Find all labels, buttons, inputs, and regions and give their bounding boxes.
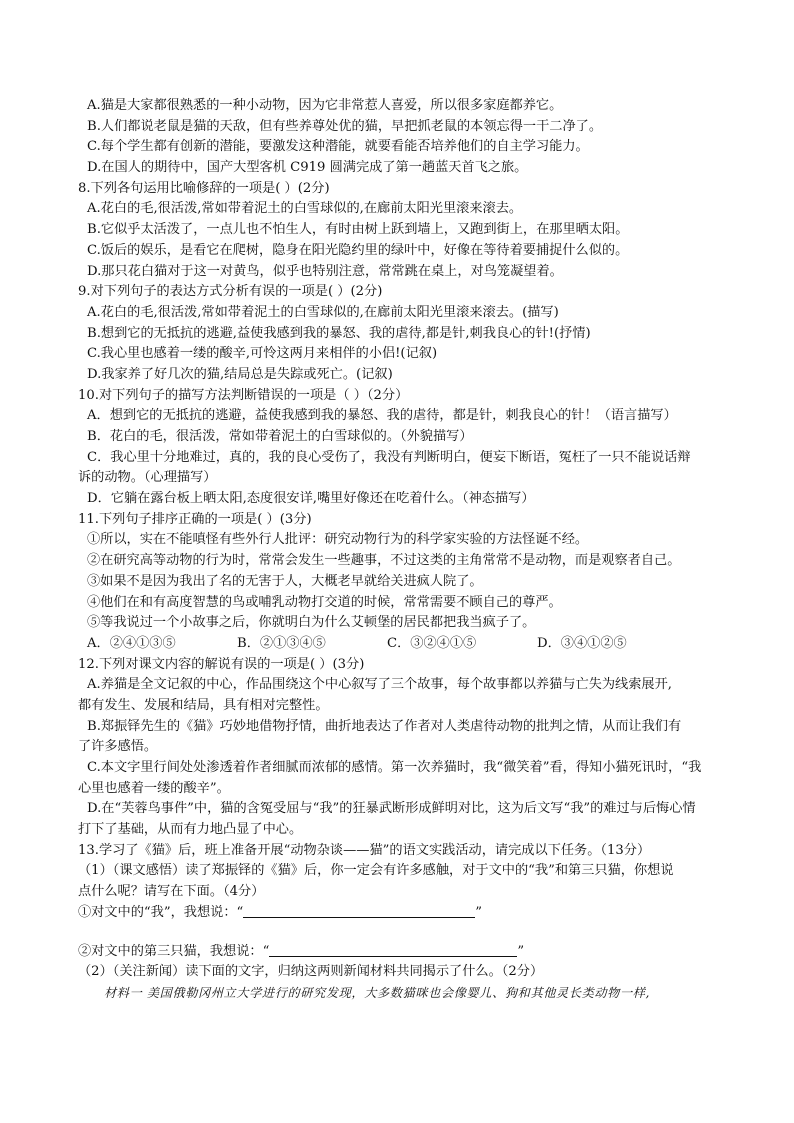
q13-blank2-line [78, 942, 728, 963]
q12-stem: 12.下列对课文内容的解说有误的一项是( ）(3分) [78, 656, 365, 672]
q11-sentence-3: ③如果不是因为我出了名的无害于人，大概老早就给关进疯人院了。 [87, 573, 483, 589]
q12-option-a-cont: 都有发生、发展和结局，具有相对完整性。 [78, 697, 329, 713]
q13-part1-cont: 点什么呢？请写在下面。（4分） [78, 884, 265, 900]
q13-stem: 13.学习了《猫》后，班上准备开展“动物杂谈——猫”的语文实践活动，请完成以下任务。（13分） [78, 842, 651, 858]
q12-option-d: D.在“芙蓉鸟事件”中，猫的含冤受屈与“我”的狂暴武断形成鲜明对比，这为后文写“我”的难过与后悔心情 [87, 801, 696, 817]
q11-choices [78, 634, 728, 655]
q7-option-b: B.人们都说老鼠是猫的天敌，但有些养尊处优的猫，早把抓老鼠的本领忘得一干二净了。 [87, 118, 603, 134]
q10-option-d: D．它躺在露台板上晒太阳,态度很安详,嘴里好像还在吃着什么。（神态描写） [87, 491, 535, 507]
q11-sentence-1: ①所以，实在不能嗔怪有些外行人批评：研究动物行为的科学家实验的方法怪诞不经。 [87, 532, 589, 548]
q9-stem: 9.对下列句子的表达方式分析有误的一项是( ）(2分) [78, 284, 383, 300]
q8-option-b: B.它似乎太活泼了，一点儿也不怕生人，有时由树上跃到墙上，又跑到街上，在那里晒太阳。 [87, 222, 629, 238]
q11-choice-c: C．③②④①⑤ [387, 635, 477, 651]
q8-option-c: C.饭后的娱乐，是看它在爬树，隐身在阳光隐约里的绿叶中，好像在等待着要捕捉什么似的。 [87, 242, 629, 258]
q13-answer-blank-1[interactable] [243, 904, 475, 918]
q8-option-d: D.那只花白猫对于这一对黄鸟，似乎也特别注意，常常跳在桌上，对鸟笼凝望着。 [87, 263, 563, 279]
q9-option-b: B.想到它的无抵抗的逃避,益使我感到我的暴怒、我的虐待,都是针,刺我良心的针!(抒情) [87, 325, 591, 341]
q11-choice-b: B．②①③④⑤ [237, 635, 326, 651]
q13-part1: （1）（课文感悟）读了郑振铎的《猫》后，你一定会有许多感触，对于文中的“我”和第三只猫，你想说 [78, 863, 674, 879]
q12-option-d-cont: 打下了基础，从而有力地凸显了中心。 [78, 822, 303, 838]
q7-option-d: D.在国人的期待中，国产大型客机 C919 圆满完成了第一趟蓝天首飞之旅。 [87, 160, 528, 176]
q10-option-b: B．花白的毛，很活泼，常如带着泥土的白雪球似的。（外貌描写） [87, 429, 473, 444]
q7-option-a: A.猫是大家都很熟悉的一种小动物，因为它非常惹人喜爱，所以很多家庭都养它。 [87, 98, 563, 113]
q13-blank1-line [78, 903, 728, 924]
q13-material-1: 材料一 美国俄勒冈州立大学进行的研究发现，大多数猫咪也会像婴儿、狗和其他灵长类动物一样, [104, 985, 651, 1000]
q12-option-b: B.郑振铎先生的《猫》巧妙地借物抒情，曲折地表达了作者对人类虐待动物的批判之情，从而让我们有 [87, 718, 682, 734]
q12-option-c-cont: 心里也感着一缕的酸辛”。 [78, 780, 230, 796]
q10-option-c-cont: 诉的动物。（心理描写） [78, 470, 217, 486]
q13-part2: （2）（关注新闻）读下面的文字，归纳这两则新闻材料共同揭示了什么。（2分） [78, 964, 544, 980]
q10-option-c: C．我心里十分地难过，真的，我的良心受伤了，我没有判断明白，便妄下断语，冤枉了一只不能说话辩 [87, 449, 691, 465]
q8-option-a: A.花白的毛,很活泼,常如带着泥土的白雪球似的,在廊前太阳光里滚来滚去。 [87, 201, 523, 217]
q13-answer-blank-2[interactable] [269, 943, 517, 957]
q9-option-d: D.我家养了好几次的猫,结局总是失踪或死亡。(记叙) [87, 366, 393, 382]
q9-option-c: C.我心里也感着一缕的酸辛,可怜这两月来相伴的小侣!(记叙) [87, 346, 438, 362]
q10-option-a: A．想到它的无抵抗的逃避，益使我感到我的暴怒、我的虐待，都是针，刺我良心的针！（语言描写） [87, 408, 677, 424]
q11-sentence-4: ④他们在和有高度智慧的鸟或哺乳动物打交道的时候，常常需要不顾自己的尊严。 [87, 594, 562, 610]
q13-blank2-prefix: ②对文中的第三只猫，我想说：“ [78, 943, 270, 959]
q10-stem: 10.对下列句子的描写方法判断错误的一项是（ ）（2分） [78, 387, 409, 403]
q9-option-a: A.花白的毛,很活泼,常如带着泥土的白雪球似的,在廊前太阳光里滚来滚去。(描写) [87, 304, 559, 320]
q12-option-b-cont: 了许多感悟。 [78, 739, 158, 755]
q13-blank2-suffix: ” [517, 943, 525, 959]
q11-stem: 11.下列句子排序正确的一项是( ）(3分) [78, 511, 312, 527]
q12-option-a: A.养猫是全文记叙的中心，作品围绕这个中心叙写了三个故事，每个故事都以养猫与亡失为线索展开, [87, 677, 672, 693]
q8-stem: 8.下列各句运用比喻修辞的一项是( ）(2分) [78, 180, 330, 196]
q11-sentence-2: ②在研究高等动物的行为时，常常会发生一些趣事，不过这类的主角常常不是动物，而是观察者自己。 [87, 553, 681, 569]
q11-choice-d: D．③④①②⑤ [537, 635, 627, 651]
q11-choice-a: A．②④①③⑤ [87, 635, 176, 651]
page-content [78, 96, 728, 1004]
q13-blank1-suffix: ” [475, 904, 483, 920]
q7-option-c: C.每个学生都有创新的潜能，要激发这种潜能，就要看能否培养他们的自主学习能力。 [87, 139, 589, 155]
q13-blank1-prefix: ①对文中的“我”，我想说：“ [78, 904, 244, 920]
q12-option-c: C.本文字里行间处处渗透着作者细腻而浓郁的感情。第一次养猫时，我“微笑着”看，得知小猫死讯时，“我 [87, 760, 702, 775]
q11-sentence-5: ⑤等我说过一个小故事之后，你就明白为什么艾顿堡的居民都把我当疯子了。 [87, 615, 536, 631]
